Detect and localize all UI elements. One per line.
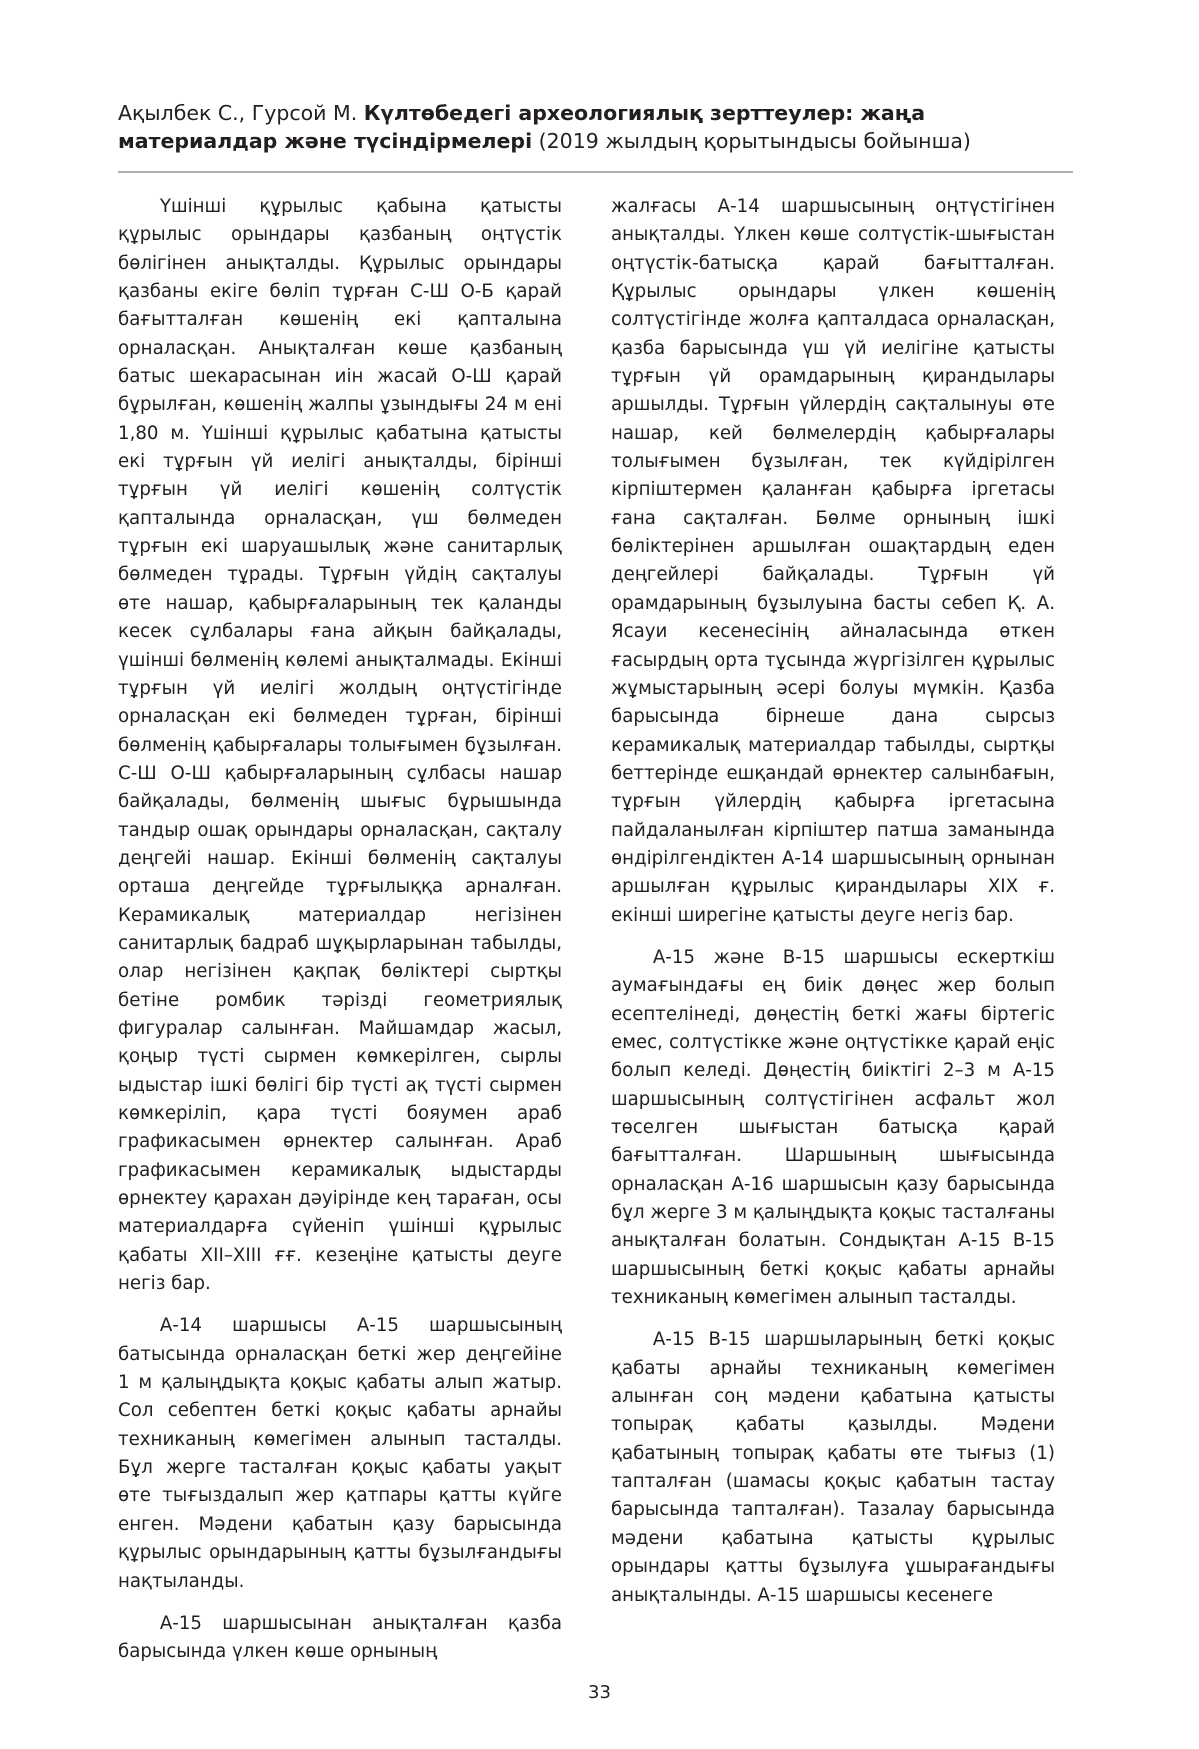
right-column bbox=[611, 193, 1055, 1624]
paragraph: Үшінші құрылыс қабына қатысты құрылыс орындары қазбаның оңтүстік бөлігінен анықталды. Құрылыс орындары қазбаны екіге бөліп тұрған С-Ш О-Б қарай бағытталған көшенің екі қапталына орналасқан. Анықталған көше қазбаның батыс шекарасынан иін жасай О-Ш қарай бұрылған, көшенің жалпы ұзындығы 24 м ені 1,80 м. Үшінші құрылыс қабатына қатысты екі тұрғын үй иелігі анықталды, бірінші тұрғын үй иелігі көшенің солтүстік қапталында орналасқан, үш бөлмеден тұрғын екі шаруашылық және санитарлық бөлмеден тұрады. Тұрғын үйдің сақталуы өте нашар, қабырғаларының тек қаланды кесек сұлбалары ғана айқын байқалады, үшінші бөлменің көлемі анықталмады. Екінші тұрғын үй иелігі жолдың оңтүстігінде орналасқан екі бөлмеден тұрған, бірінші бөлменің қабырғалары толығымен бұзылған. С-Ш О-Ш қабырғаларының сұлбасы нашар байқалады, бөлменің шығыс бұрышында тандыр ошақ орындары орналасқан, сақталу деңгейі нашар. Екінші бөлменің сақталуы орташа деңгейде тұрғылыққа арналған. Керамикалық материалдар негізінен санитарлық бадраб шұқырларынан табылды, олар негізінен қақпақ бөліктері сыртқы бетіне ромбик тәрізді геометриялық фигуралар салынған. Майшамдар жасыл, қоңыр түсті сырмен көмкерілген, сырлы ыдыстар ішкі бөлігі бір түсті ақ түсті сырмен көмкеріліп, қара түсті бояумен араб графикасымен өрнектер салынған. Араб графикасымен керамикалық ыдыстарды өрнектеу қарахан дәуірінде кең тараған, осы материалдарға сүйеніп үшінші құрылыс қабаты XII–XIII ғғ. кезеңіне қатысты деуге негіз бар. bbox=[118, 196, 562, 1295]
paragraph: А-15 шаршысынан анықталған қазба барысында үлкен көше орнының bbox=[118, 1612, 562, 1663]
left-column bbox=[118, 193, 562, 1681]
paragraph: А-15 В-15 шаршыларының беткі қоқыс қабаты арнайы техниканың көмегімен алынған соң мәдени қабатына қатысты топырақ қабаты қазылды. Мәдени қабатының топырақ қабаты өте тығыз (1) тапталған (шамасы қоқыс қабатын тастау барысында тапталған). Тазалау барысында мәдени қабатына қатысты құрылыс орындары қатты бұзылуға ұшырағандығы анықталынды. А-15 шаршысы кесенеге bbox=[611, 1329, 1055, 1606]
paragraph: А-15 және В-15 шаршысы ескерткіш аумағындағы ең биік дөңес жер болып есептелінеді, дөңестің беткі жағы біртегіс емес, солтүстікке және оңтүстікке қарай еңіс болып келеді. Дөңестің биіктігі 2–3 м А-15 шаршысының солтүстігінен асфальт жол төселген шығыстан батысқа қарай бағытталған. Шаршының шығысында орналасқан А-16 шаршысын қазу барысында бұл жерге 3 м қалыңдықта қоқыс тасталғаны анықталған болатын. Сондықтан А-15 В-15 шаршысының беткі қоқыс қабаты арнайы техниканың көмегімен алынып тасталды. bbox=[611, 946, 1055, 1309]
running-header bbox=[118, 99, 1073, 155]
header-subtitle: (2019 жылдың қорытындысы бойынша) bbox=[538, 129, 971, 153]
page-number: 33 bbox=[588, 1682, 611, 1703]
header-divider bbox=[118, 171, 1073, 173]
paragraph: А-14 шаршысы А-15 шаршысының батысында орналасқан беткі жер деңгейіне 1 м қалыңдықта қоқыс қабаты алып жатыр. Сол себептен беткі қоқыс қабаты арнайы техниканың көмегімен алынып тасталды. Бұл жерге тасталған қоқыс қабаты уақыт өте тығыздалып жер қатпары қатты күйге енген. Мәдени қабатын қазу барысында құрылыс орындарының қатты бұзылғандығы нақтыланды. bbox=[118, 1315, 562, 1592]
paragraph: жалғасы А-14 шаршысының оңтүстігінен анықталды. Үлкен көше солтүстік-шығыстан оңтүстік-батысқа қарай бағытталған. Құрылыс орындары үлкен көшенің солтүстігінде жолға қапталдаса орналасқан, қазба барысында үш үй иелігіне қатысты тұрғын үй орамдарының қирандылары аршылды. Тұрғын үйлердің сақталынуы өте нашар, кей бөлмелердің қабырғалары толығымен бұзылған, тек күйдірілген кірпіштермен қаланған қабырға іргетасы ғана сақталған. Бөлме орнының ішкі бөліктерінен аршылған ошақтардың еден деңгейлері байқалады. Тұрғын үй орамдарының бұзылуына басты себеп Қ. А. Ясауи кесенесінің айналасында өткен ғасырдың орта тұсында жүргізілген құрылыс жұмыстарының әсері болуы мүмкін. Қазба барысында бірнеше дана сырсыз керамикалық материалдар табылды, сыртқы беттерінде ешқандай өрнектер салынбағын, тұрғын үйлердің қабырға іргетасына пайдаланылған кірпіштер патша заманында өндірілгендіктен А-14 шаршысының орнынан аршылған құрылыс қирандылары XIX ғ. екінші ширегіне қатысты деуге негіз бар. bbox=[611, 196, 1055, 926]
header-title: Күлтөбедегі археологиялық зерттеулер: жаңа материалдар және түсіндірмелері bbox=[118, 101, 926, 153]
header-authors: Ақылбек С., Гурсой М. bbox=[118, 101, 358, 125]
